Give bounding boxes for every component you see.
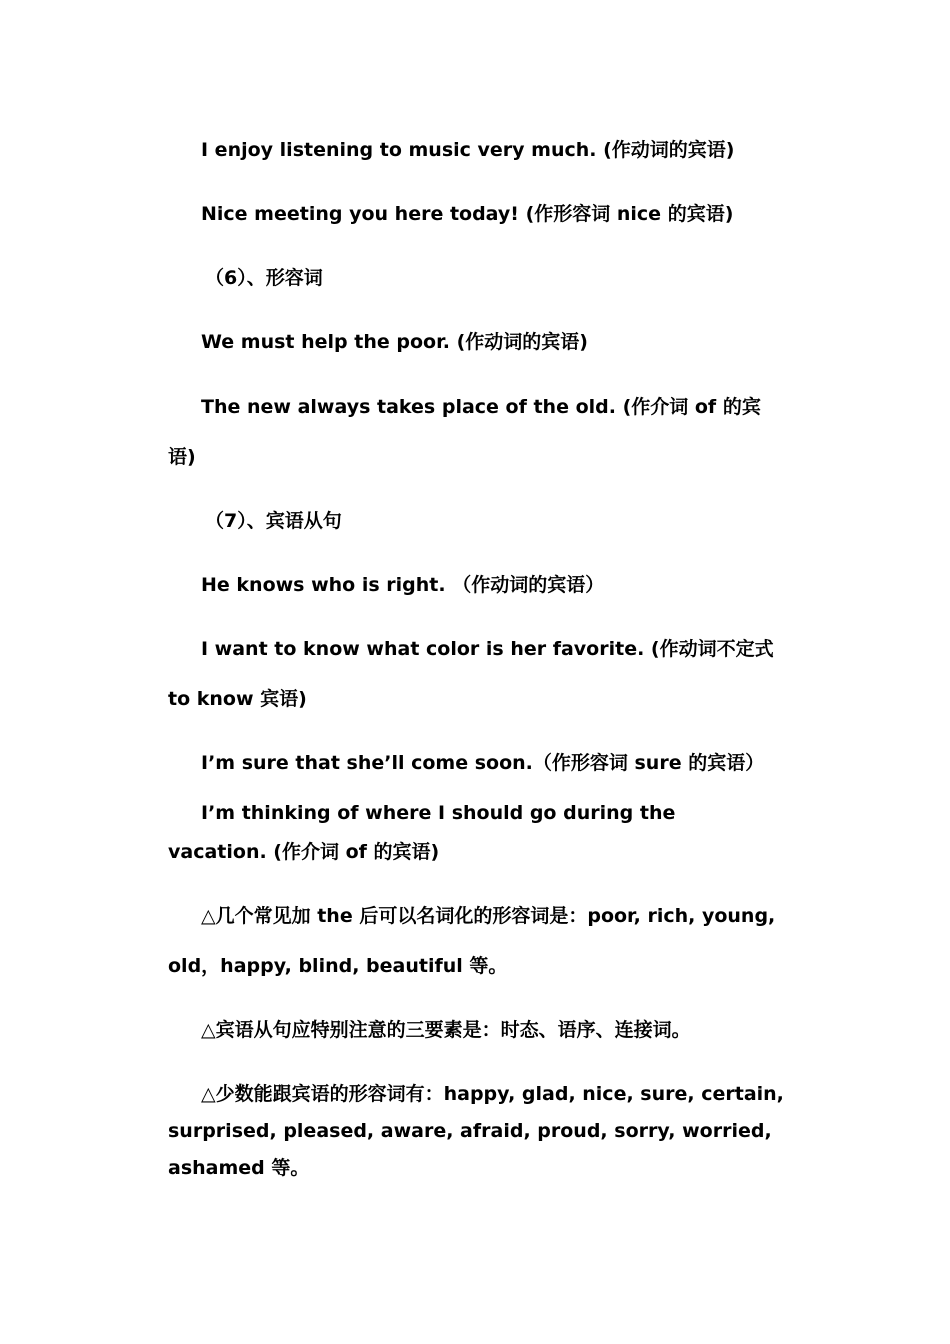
note-adjectives-with-object-end: ashamed 等。 — [168, 1157, 310, 1179]
note-adjectives-with-object: △少数能跟宾语的形容词有：happy, glad, nice, sure, certain, — [201, 1083, 784, 1105]
example-sentence-vacation-continued: vacation. (作介词 of 的宾语) — [168, 841, 440, 863]
note-object-clause-elements: △宾语从句应特别注意的三要素是：时态、语序、连接词。 — [201, 1019, 691, 1041]
example-sentence-poor: We must help the poor. (作动词的宾语) — [201, 331, 588, 353]
example-sentence-new-old: The new always takes place of the old. (作介词 of 的宾 — [201, 396, 761, 418]
example-sentence-who-is-right: He knows who is right. （作动词的宾语） — [201, 574, 605, 596]
note-nominalized-adjectives: △几个常见加 the 后可以名词化的形容词是：poor, rich, young, — [201, 905, 776, 927]
note-nominalized-adjectives-continued: old，happy, blind, beautiful 等。 — [168, 955, 508, 977]
example-sentence-new-old-continued: 语) — [168, 446, 196, 468]
example-sentence-nice-meeting: Nice meeting you here today! (作形容词 nice 的宾语) — [201, 203, 734, 225]
section-heading-adjective: （6）、形容词 — [205, 267, 323, 289]
example-sentence-come-soon: I’m sure that she’ll come soon.（作形容词 sure 的宾语） — [201, 752, 765, 774]
example-sentence-vacation: I’m thinking of where I should go during the — [201, 802, 676, 824]
example-sentence-favorite-color-continued: to know 宾语) — [168, 688, 307, 710]
section-heading-object-clause: （7）、宾语从句 — [205, 510, 342, 532]
note-adjectives-with-object-continued: surprised, pleased, aware, afraid, proud, sorry, worried, — [168, 1120, 772, 1142]
example-sentence-enjoy: I enjoy listening to music very much. (作动词的宾语) — [201, 139, 735, 161]
example-sentence-favorite-color: I want to know what color is her favorite. (作动词不定式 — [201, 638, 774, 660]
